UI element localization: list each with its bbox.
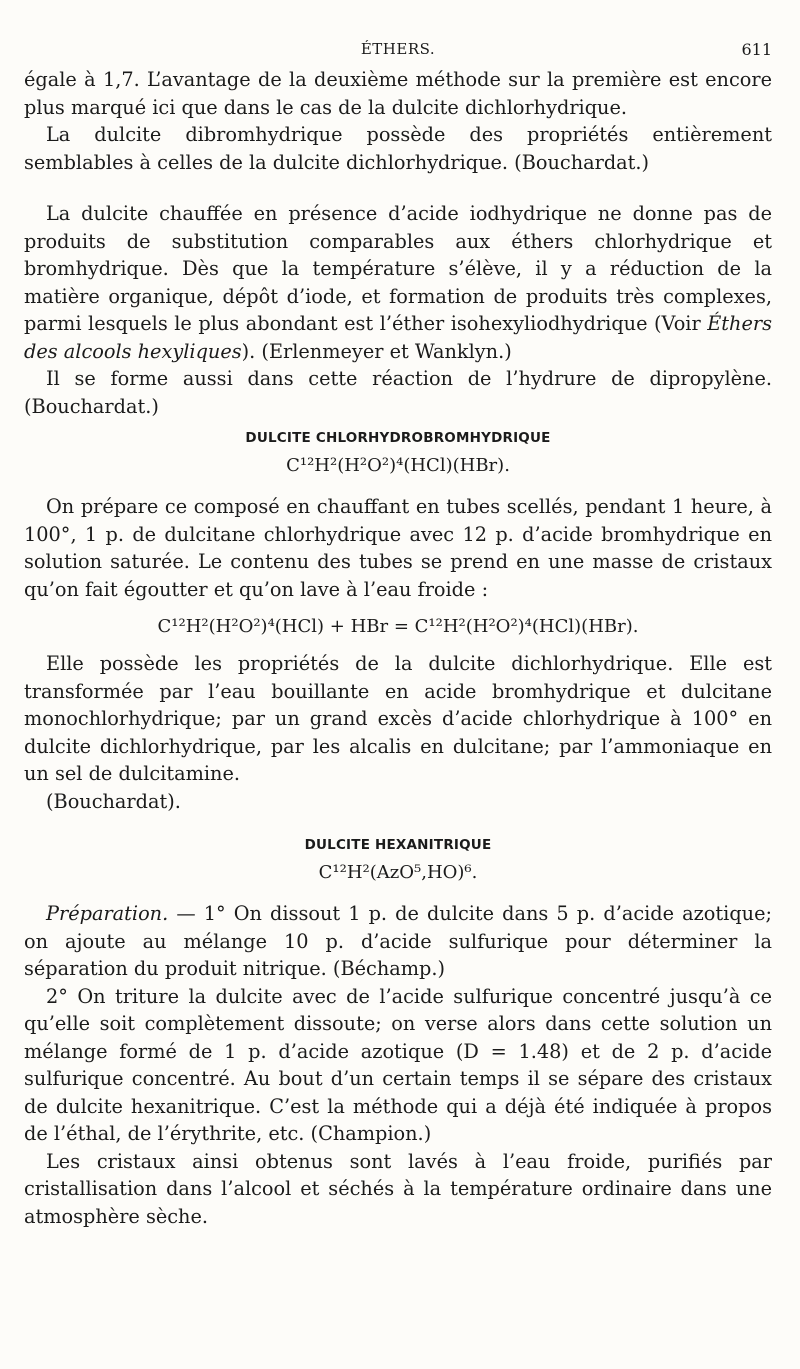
- spacer: [24, 176, 772, 200]
- paragraph-italic: Éthers des alcools hexyliques: [24, 312, 772, 363]
- paragraph: Il se forme aussi dans cette réaction de l’hydrure de dipropylène. (Bouchardat.): [24, 367, 772, 418]
- paragraph-italic: Préparation.: [46, 902, 169, 925]
- paragraph: [24, 200, 772, 365]
- paragraph: 2° On triture la dulcite avec de l’acide sulfurique concentré jusqu’à ce qu’elle soit complètement dissoute; on verse alors dans cette solution un mélange formé de 1 p. d’acide azotique (D = 1.48) et de 2 p. d’acide sulfurique concentré. Au bout d’un certain temps il se sépare des cristaux de dulcite hexanitrique. C’est la méthode qui a déjà été indiquée à propos de l’éthal, de l’érythrite, etc. (Champion.): [24, 984, 772, 1145]
- paragraph: Les cristaux ainsi obtenus sont lavés à l’eau froide, purifiés par cristallisation dans l’alcool et séchés à la température ordinaire dans une atmosphère sèche.: [24, 1149, 772, 1228]
- paragraph: (Bouchardat).: [46, 789, 181, 813]
- chemical-equation: C¹²H²(H²O²)⁴(HCl) + HBr = C¹²H²(H²O²)⁴(HCl)(HBr).: [157, 616, 639, 637]
- paragraph-text: ). (Erlenmeyer et Wanklyn.): [241, 339, 512, 363]
- running-title: ÉTHERS.: [360, 40, 436, 58]
- paragraph: [24, 900, 772, 983]
- chemical-formula: C¹²H²(AzO⁵,HO)⁶.: [318, 862, 478, 883]
- paragraph: Elle possède les propriétés de la dulcite dichlorhydrique. Elle est transformée par l’eau bouillante en acide bromhydrique et dulcitane monochlorhydrique; par un grand excès d’acide chlorhydrique à 100° en dulcite dichlorhydrique, par les alcalis en dulcitane; par l’ammoniaque en un sel de dulcitamine.: [24, 652, 772, 785]
- section-heading: DULCITE HEXANITRIQUE: [304, 837, 492, 853]
- section-heading: DULCITE CHLORHYDROBROMHYDRIQUE: [245, 430, 551, 446]
- page-number: 611: [741, 40, 772, 59]
- paragraph-text: La dulcite chauffée en présence d’acide iodhydrique ne donne pas de produits de substitution comparables aux éthers chlorhydrique et bromhydrique. Dès que la température s’élève, il y a réduction de la matière organique, dépôt d’iode, et formation de produits très complexes, parmi lesquels le plus abondant est l’éther isohexyliodhydrique (Voir: [24, 202, 772, 335]
- paragraph: La dulcite dibromhydrique possède des propriétés entièrement semblables à celles de la dulcite dichlorhydrique. (Bouchardat.): [24, 123, 772, 174]
- paragraph: On prépare ce composé en chauffant en tubes scellés, pendant 1 heure, à 100°, 1 p. de dulcitane chlorhydrique avec 12 p. d’acide bromhydrique en solution saturée. Le contenu des tubes se prend en une masse de cristaux qu’on fait égoutter et qu’on lave à l’eau froide :: [24, 495, 772, 601]
- paragraph-text: — 1° On dissout 1 p. de dulcite dans 5 p. d’acide azotique; on ajoute au mélange 10 p. d’acide sulfurique pour déterminer la séparation du produit nitrique. (Béchamp.): [24, 902, 772, 980]
- chemical-formula: C¹²H²(H²O²)⁴(HCl)(HBr).: [286, 455, 510, 476]
- page-header: [24, 40, 772, 66]
- paragraph: égale à 1,7. L’avantage de la deuxième méthode sur la première est encore plus marqué ici que dans le cas de la dulcite dichlorhydrique.: [24, 68, 772, 119]
